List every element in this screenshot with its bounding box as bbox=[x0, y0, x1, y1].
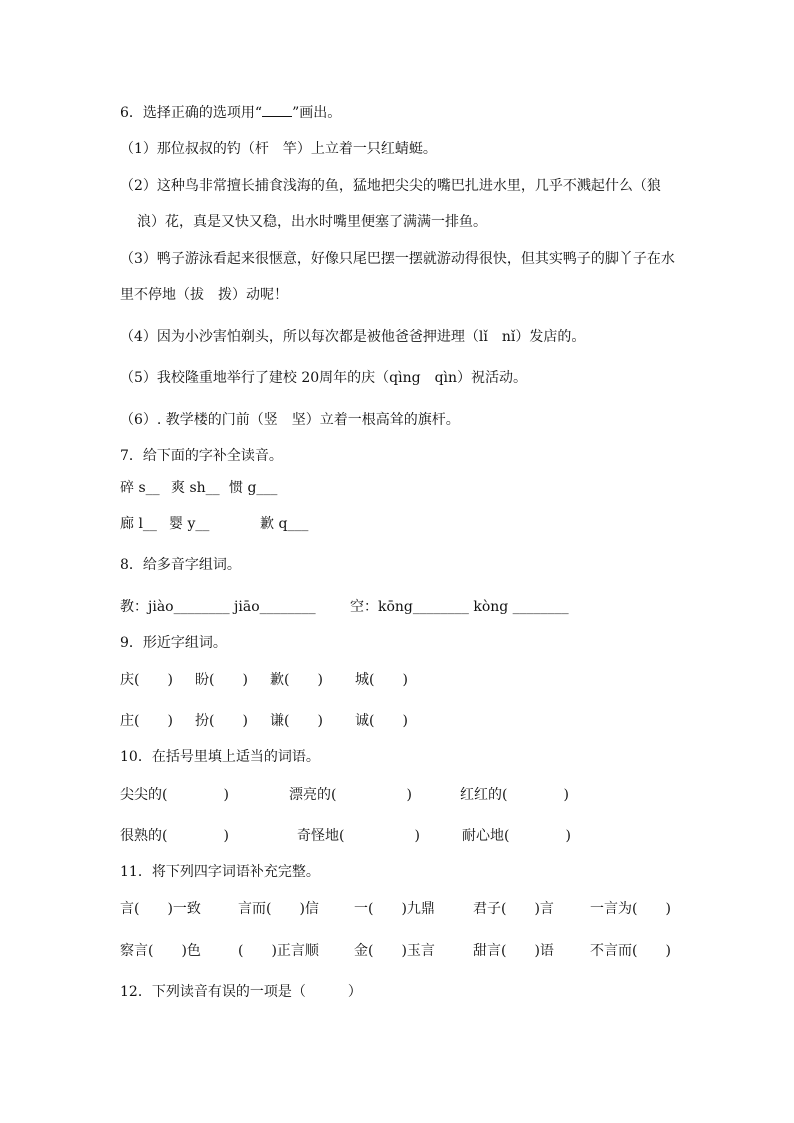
underline-sample bbox=[262, 104, 292, 117]
q11-item: ( )正言顺 bbox=[238, 943, 319, 959]
q9-item: 庆( ) bbox=[120, 672, 173, 688]
q7-item: 惯 g___ bbox=[229, 480, 278, 496]
q7-item: 碎 s__ bbox=[120, 480, 160, 496]
q6-item-4: （4）因为小沙害怕剃头，所以每次都是被他爸爸押进理（lǐ nǐ）发店的。 bbox=[120, 329, 586, 345]
q6-item-5: （5）我校隆重地举行了建校 20周年的庆（qìng qìn）祝活动。 bbox=[120, 370, 528, 386]
q7-item: 婴 y__ bbox=[169, 516, 210, 532]
q9-item: 歉( ) bbox=[270, 672, 323, 688]
q9-item: 庄( ) bbox=[120, 713, 173, 729]
q6-item-3: （3）鸭子游泳看起来很惬意，好像只尾巴摆一摆就游动得很快，但其实鸭子的脚丫子在水 bbox=[120, 251, 675, 267]
q11-item: 君子( )言 bbox=[473, 901, 554, 917]
q11-item: 言( )一致 bbox=[120, 901, 201, 917]
q10-item: 奇怪地( ) bbox=[297, 828, 420, 844]
q6-title-post: ”画出。 bbox=[292, 105, 342, 121]
q10-item: 漂亮的( ) bbox=[289, 787, 412, 803]
q11-item: 一言为( ) bbox=[590, 901, 671, 917]
q6-item-6: （6）. 教学楼的门前（竖 坚）立着一根高耸的旗杆。 bbox=[120, 412, 460, 428]
q6-title bbox=[120, 104, 341, 122]
q11-item: 金( )玉言 bbox=[354, 943, 435, 959]
q8-right: 空：kōng________ kòng ________ bbox=[350, 599, 569, 615]
q12-title: 12．下列读音有误的一项是（ ） bbox=[120, 984, 362, 1000]
q6-item-2: （2）这种鸟非常擅长捕食浅海的鱼，猛地把尖尖的嘴巴扎进水里，几乎不溅起什么（狼 bbox=[120, 178, 661, 194]
q7-item: 爽 sh__ bbox=[171, 480, 220, 496]
q9-item: 盼( ) bbox=[195, 672, 248, 688]
q11-item: 甜言( )语 bbox=[473, 943, 554, 959]
q9-item: 谦( ) bbox=[270, 713, 323, 729]
q7-title: 7．给下面的字补全读音。 bbox=[120, 448, 283, 464]
q7-item: 歉 q___ bbox=[260, 516, 309, 532]
q10-title: 10．在括号里填上适当的词语。 bbox=[120, 749, 320, 765]
q9-title: 9．形近字组词。 bbox=[120, 635, 227, 651]
q9-item: 扮( ) bbox=[195, 713, 248, 729]
q11-item: 察言( )色 bbox=[120, 943, 201, 959]
q11-title: 11．将下列四字词语补充完整。 bbox=[120, 864, 320, 880]
q11-item: 言而( )信 bbox=[238, 901, 319, 917]
q10-item: 尖尖的( ) bbox=[120, 787, 229, 803]
q11-item: 一( )九鼎 bbox=[354, 901, 435, 917]
q6-item-1: （1）那位叔叔的钓（杆 竿）上立着一只红蜻蜓。 bbox=[120, 141, 437, 157]
q6-title-pre: 6．选择正确的选项用“ bbox=[120, 105, 263, 121]
q6-item-2-cont: 浪）花，真是又快又稳，出水时嘴里便塞了满满一排鱼。 bbox=[137, 214, 487, 230]
q9-item: 诚( ) bbox=[355, 713, 408, 729]
q11-item: 不言而( ) bbox=[590, 943, 671, 959]
q9-item: 城( ) bbox=[355, 672, 408, 688]
q8-title: 8．给多音字组词。 bbox=[120, 557, 241, 573]
q10-item: 很熟的( ) bbox=[120, 828, 229, 844]
q10-item: 红红的( ) bbox=[460, 787, 569, 803]
q8-left: 教：jiào________ jiāo________ bbox=[120, 599, 316, 615]
q6-item-3-cont: 里不停地（拔 拨）动呢！ bbox=[120, 287, 288, 303]
q7-item: 廊 l__ bbox=[120, 516, 157, 532]
q10-item: 耐心地( ) bbox=[462, 828, 571, 844]
